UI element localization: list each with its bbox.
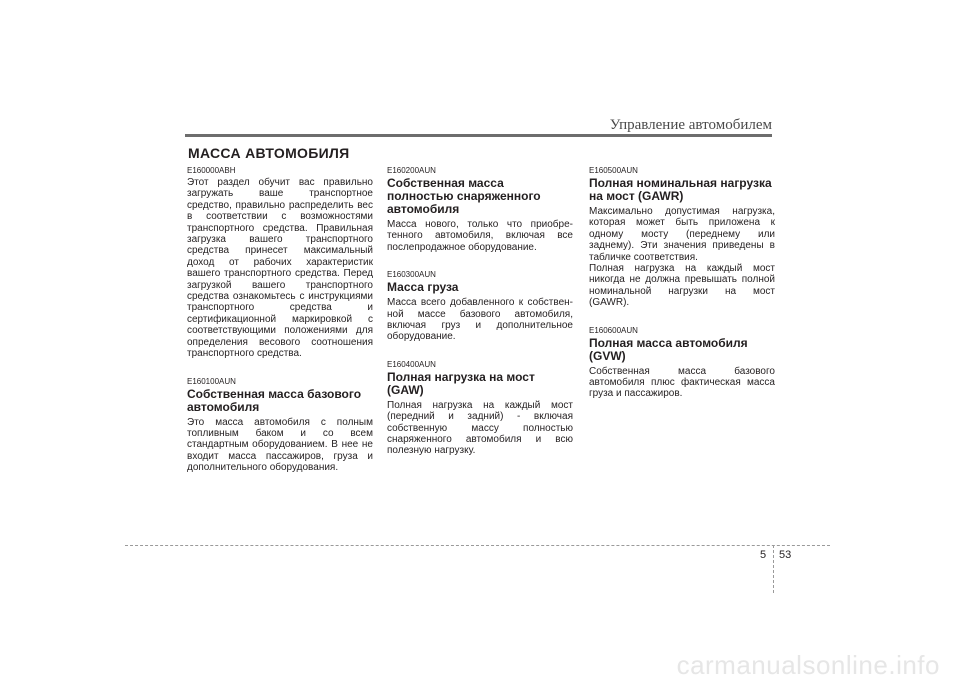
- header-rule: [185, 134, 772, 137]
- section-code: E160000ABH: [187, 166, 236, 175]
- column-3: [589, 166, 775, 400]
- page-number: 53: [779, 549, 792, 561]
- subsection-heading: Масса груза: [387, 280, 459, 295]
- footer-dashed-divider: [773, 545, 774, 593]
- section-code: E160300AUN: [387, 270, 436, 280]
- section-title: МАССА АВТОМОБИЛЯ: [188, 145, 350, 161]
- intro-paragraph: Этот раздел обучит вас правильно загружать ваше транспортное средство, правильно распределить вес в соответствии с возможностями транспортного средства. Правильная загрузка вашего транспортного средства принесет максимальный доход от рабочих характеристик вашего транспортного средства. Перед загрузкой вашего транспортного средства ознакомьтесь с инструкциями транспортного средства и сертификационной маркировкой с соответствующими положениями для определения весового соотношения транспортного средства.: [187, 177, 373, 360]
- paragraph: Полная нагрузка на каждый мост (передний и задний) - включая собственную массу полностью снаряженного автомобиля и всю полезную нагрузку.: [387, 399, 573, 457]
- subsection-heading: Полная масса автомобиля (GVW): [589, 335, 748, 363]
- paragraph: Это масса автомобиля с полным топливным баком и со всем стандартным оборудованием. В нее не входит масса пассажиров, груза и дополнительного оборудования.: [187, 416, 373, 474]
- subsection-heading: Полная номинальная нагрузка на мост (GAWR): [589, 176, 772, 203]
- spacer: [187, 360, 373, 377]
- subsection-heading: Собственная масса полностью снаряженного автомобиля: [387, 176, 541, 216]
- footer-dashed-line: [125, 545, 830, 546]
- section-code: E160500AUN: [589, 166, 638, 175]
- section-code: E160600AUN: [589, 325, 638, 335]
- paragraph: Масса нового, только что приобре-тенного автомобиля, включая все послепродажное оборудование.: [387, 219, 573, 253]
- watermark: carmanualsonline.info: [676, 650, 940, 680]
- subsection-heading: Полная нагрузка на мост (GAW): [387, 369, 535, 397]
- paragraph: Максимально допустимая нагрузка, которая может быть приложена к одному мосту (переднему или заднему). Эти значения приведены в табличке соответствия.: [589, 206, 775, 263]
- section-code: E160100AUN: [187, 376, 236, 386]
- section-code: E160200AUN: [387, 166, 436, 175]
- spacer: [387, 343, 573, 360]
- spacer: [387, 253, 573, 270]
- paragraph: Собственная масса базового автомобиля плюс фактическая масса груза и пассажиров.: [589, 365, 775, 400]
- running-header: Управление автомобилем: [609, 117, 772, 133]
- section-code: E160400AUN: [387, 359, 436, 369]
- chapter-number: 5: [760, 549, 767, 561]
- spacer: [589, 309, 775, 326]
- column-1: [187, 166, 373, 474]
- paragraph: Полная нагрузка на каждый мост никогда не должна превышать полной номинальной нагрузки на мост (GAWR).: [589, 263, 775, 309]
- paragraph: Масса всего добавленного к собствен-ной массе базового автомобиля, включая груз и дополнительное оборудование.: [387, 297, 573, 343]
- column-2: [387, 166, 573, 457]
- subsection-heading: Собственная масса базового автомобиля: [187, 386, 362, 414]
